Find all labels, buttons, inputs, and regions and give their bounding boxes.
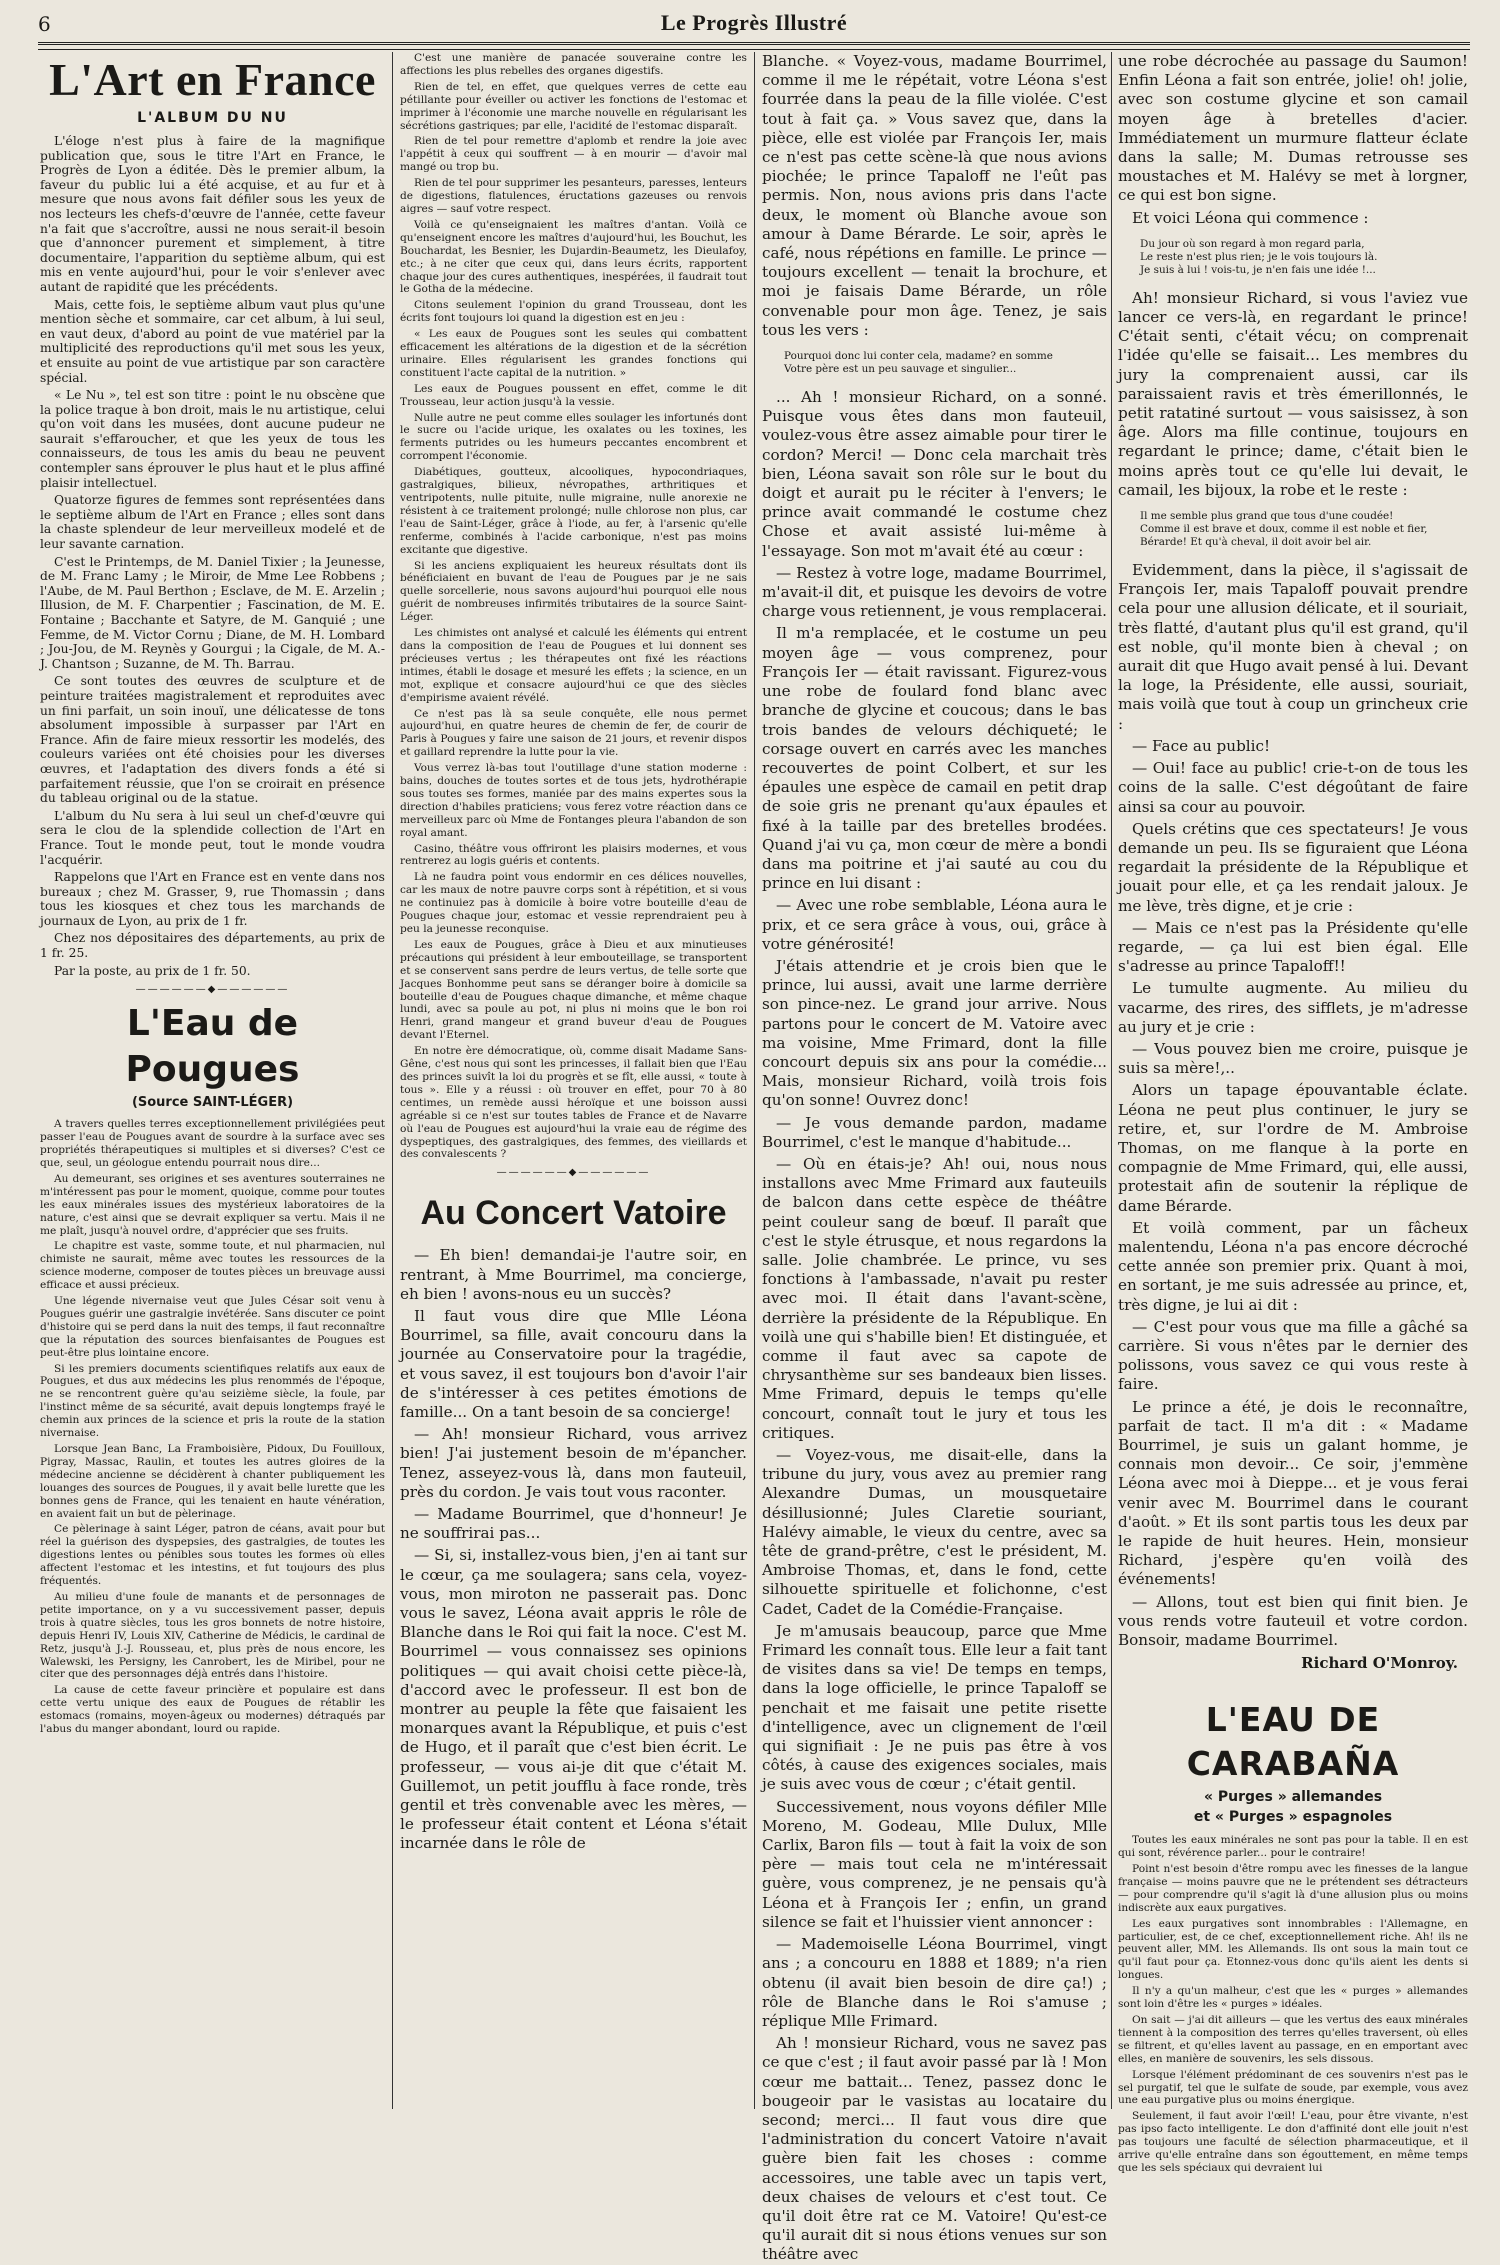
paragraph: Et voilà comment, par un fâcheux malentendu, Léona n'a pas encore décroché cette année son premier prix. Quant à moi, en sortant, je me suis adressée au prince, et, très digne, je lui ai dit : xyxy=(1118,1218,1468,1314)
paragraph: Le prince a été, je dois le reconnaître, parfait de tact. Il m'a dit : « Madame Bourrimel, je suis un galant homme, je connais mon devoir... Ce soir, j'emmène Léona avec moi à Dieppe... et je vous ferai venir avec M. Bourrimel dans le courant d'août. » Et ils sont partis tous les deux par le rapide de huit heures. Hein, monsieur Richard, j'espère qu'en voilà des événements! xyxy=(1118,1397,1468,1589)
paragraph: Lorsque Jean Banc, La Framboisière, Pidoux, Du Fouilloux, Pigray, Massac, Raulin, et toutes les autres gloires de la médecine ancienne se décidèrent à chanter publiquement les louanges des sources de Pougues, il y avait belle lurette que les bonnes gens de France, qui les tenaient en haute vénération, en avaient fait un but de pèlerinage. xyxy=(40,1443,385,1520)
carabana-title: L'EAU DE CARABAÑA xyxy=(1186,1700,1400,1784)
paragraph: « Le Nu », tel est son titre : point le nu obscène que la police traque à bon droit, mais le nu artistique, celui qu'on voit dans les musées, dont aucune pudeur ne saurait s'effaroucher, et que les yeux de tous les connaisseurs, de tous les amis du beau ne peuvent contempler sans éprouver le plus haut et le plus affiné plaisir intellectuel. xyxy=(40,388,385,490)
header-rule xyxy=(38,42,1470,50)
pougues-subtitle: (Source SAINT-LÉGER) xyxy=(131,1095,294,1111)
column-divider xyxy=(392,52,393,2109)
paragraph: — Mais ce n'est pas la Présidente qu'elle regarde, — ça lui est bien égal. Elle s'adresse au prince Tapaloff!! xyxy=(1118,918,1468,976)
paragraph: Ce n'est pas là sa seule conquête, elle nous permet aujourd'hui, en quatre heures de chemin de fer, de courir de Paris à Pougues y faire une saison de 21 jours, et revenir dispos et gaillard reprendre la lutte pour la vie. xyxy=(400,707,747,759)
art-body xyxy=(40,134,385,978)
paragraph: — Je vous demande pardon, madame Bourrimel, c'est le manque d'habitude... xyxy=(762,1113,1107,1151)
paragraph: Le chapitre est vaste, somme toute, et nul pharmacien, nul chimiste ne saurait, même avec toutes les ressources de la science moderne, composer de toutes pièces un breuvage aussi efficace et aussi précieux. xyxy=(40,1240,385,1292)
paragraph: J'étais attendrie et je crois bien que le prince, lui aussi, avait une larme derrière son pince-nez. Le grand jour arrive. Nous partons pour le concert de M. Vatoire avec ma voisine, Mme Frimard, dont la fille concourt depuis six ans pour la comédie... Mais, monsieur Richard, voilà trois fois qu'on sonne! Ouvrez donc! xyxy=(762,956,1107,1110)
carabana-subtitle-2: et « Purges » espagnoles xyxy=(1193,1809,1393,1826)
paragraph: — Oui! face au public! crie-t-on de tous les coins de la salle. C'est dégoûtant de faire ainsi sa cour au pouvoir. xyxy=(1118,759,1468,816)
verse-quote: Il me semble plus grand que tous d'une coudée! Comme il est brave et doux, comme il est noble et fier, Bérarde! Et qu'à cheval, il doit avoir bel air. xyxy=(1140,510,1428,549)
paragraph: Citons seulement l'opinion du grand Trousseau, dont les écrits font toujours loi quand la digestion est en jeu : xyxy=(400,299,747,325)
paragraph: Voilà ce qu'enseignaient les maîtres d'antan. Voilà ce qu'enseignent encore les maîtres d'aujourd'hui, les Bouchut, les Bouchardat, les Besnier, les Dujardin-Beaumetz, les Dieulafoy, etc.; à ne citer que ceux qui, dans leurs écrits, rapportent chaque jour des cures authentiques, inespérées, il faudrait tout le Gotha de la médecine. xyxy=(400,218,747,296)
paragraph: Il n'y a qu'un malheur, c'est que les « purges » allemandes sont loin d'être les « purges » idéales. xyxy=(1118,1985,1468,2011)
paragraph: — Vous pouvez bien me croire, puisque je suis sa mère!,.. xyxy=(1118,1039,1468,1078)
paragraph: — C'est pour vous que ma fille a gâché sa carrière. Si vous n'êtes par le dernier des polissons, vous savez ce qui vous reste à faire. xyxy=(1118,1317,1468,1394)
paragraph: C'est une manière de panacée souveraine contre les affections les plus rebelles des organes digestifs. xyxy=(400,52,747,77)
paragraph: Rien de tel, en effet, que quelques verres de cette eau pétillante pour éveiller ou activer les fonctions de l'estomac et imprimer à l'économie une marche nouvelle en régularisant les sécrétions gastriques; par elle, l'acidité de l'estomac disparaît. xyxy=(400,80,747,132)
paragraph: C'est le Printemps, de M. Daniel Tixier ; la Jeunesse, de M. Franc Lamy ; le Miroir, de Mme Lee Robbens ; l'Aube, de M. Paul Berthon ; Esclave, de M. E. Arzelin ; Illusion, de M. F. Charpentier ; Fascination, de M. E. Fontaine ; Bacchante et Satyre, de M. Ganquié ; une Femme, de M. Victor Cornu ; Diane, de M. H. Lombard ; Jou-Jou, de M. Reynès y Gourgui ; la Cigale, de M. A.-J. Chantson ; Suzanne, de M. Th. Barrau. xyxy=(40,554,385,671)
paragraph: Rappelons que l'Art en France est en vente dans nos bureaux ; chez M. Grasser, 9, rue Thomassin ; dans tous les kiosques et chez tous les marchands de journaux de Lyon, au prix de 1 fr. xyxy=(40,870,385,928)
paragraph: Il m'a remplacée, et le costume un peu moyen âge — vous comprenez, pour François Ier — était ravissant. Figurez-vous une robe de foulard fond blanc avec branche de glycine et coucous; dans le bas trois bandes de velours déchiqueté; le corsage ouvert en carrés avec les manches recouvertes de point Colbert, et sur les épaules une espèce de camail en petit drap de soie gris ne prenant qu'aux épaules et fixé à la taille par des bretelles brodées. Quand j'ai vu ça, mon cœur de mère a bondi dans ma poitrine et j'ai sauté au cou du prince en lui disant : xyxy=(762,624,1107,893)
carabana-body xyxy=(1118,1834,1468,2175)
paragraph: Au demeurant, ses origines et ses aventures souterraines ne m'intéressent pas pour le moment, quoique, comme pour toutes les eaux minérales issues des mystérieux laboratoires de la nature, c'est ainsi que se devrait expliquer sa vertu. Mais il ne me plaît, jusqu'à nouvel ordre, d'apprécier que ses fruits. xyxy=(40,1172,385,1237)
paragraph: — Ah! monsieur Richard, vous arrivez bien! J'ai justement besoin de m'épancher. Tenez, asseyez-vous là, dans mon fauteuil, près du cordon. Je vais tout vous raconter. xyxy=(400,1425,747,1501)
paragraph: — Restez à votre loge, madame Bourrimel, m'avait-il dit, et puisque les devoirs de votre charge vous retiennent, je vous remplacerai. xyxy=(762,563,1107,621)
paragraph: Evidemment, dans la pièce, il s'agissait de François Ier, mais Tapaloff pouvait prendre cela pour une allusion délicate, et il souriait, très flatté, d'autant plus qu'il est grand, qu'il est noble, qu'il monte bien à cheval ; on aurait dit que Hugo avait pensé à lui. Devant la loge, la Présidente, elle aussi, souriait, mais voilà que tout à coup un grincheux crie : xyxy=(1118,561,1468,733)
paragraph: une robe décrochée au passage du Saumon! Enfin Léona a fait son entrée, jolie! oh! jolie, avec son costume glycine et son camail moyen âge à bretelles d'acier. Immédiatement un murmure flatteur éclate dans la salle; M. Dumas retrousse ses moustaches et M. Halévy se met à lorgner, ce qui est bon signe. xyxy=(1118,52,1468,205)
page-header xyxy=(38,6,1470,40)
paragraph: On sait — j'ai dit ailleurs — que les vertus des eaux minérales tiennent à la composition des terres qu'elles traversent, où elles se filtrent, et qu'elles lavent au passage, en en emportant avec elles, en manière de souvenirs, les sels dissous. xyxy=(1118,2014,1468,2065)
paragraph: — Si, si, installez-vous bien, j'en ai tant sur le cœur, ça me soulagera; sans cela, voyez-vous, mon miroton ne passerait pas. Donc vous le savez, Léona avait appris le rôle de Blanche dans le Roi qui fait la noce. C'est M. Bourrimel — vous connaissez ses opinions politiques — qui avait choisi cette pièce-là, d'accord avec le professeur. Il est bon de montrer au peuple la fête que faisaient les monarques avant la République, et puis c'est de Hugo, et il paraît que c'est bien écrit. Le professeur, — vous ai-je dit que c'était M. Guillemot, un petit joufflu à face ronde, très gentil et très convenable avec les mères, — le professeur était content et Léona s'était incarnée dans le rôle de xyxy=(400,1546,747,1853)
paragraph: Point n'est besoin d'être rompu avec les finesses de la langue française — moins pauvre que ne le prétendent ses détracteurs — pour comprendre qu'il s'agit là d'une allusion plus ou moins indiscrète aux eaux purgatives. xyxy=(1118,1863,1468,1914)
paragraph: Une légende nivernaise veut que Jules César soit venu à Pougues guérir une gastralgie invétérée. Sans discuter ce point d'histoire qui se perd dans la nuit des temps, il faut reconnaître que la réputation des sources bienfaisantes de Pougues est peut-être plus lointaine encore. xyxy=(40,1295,385,1359)
paragraph: Rien de tel pour remettre d'aplomb et rendre la joie avec l'appétit à ceux qui souffrent — à en mourir — d'avoir mal mangé ou trop bu. xyxy=(400,135,747,174)
column-1 xyxy=(40,52,385,2111)
paragraph: Au milieu d'une foule de manants et de personnages de petite importance, on y a vu successivement passer, depuis trois à quatre siècles, tous les gros bonnets de notre histoire, depuis Henri IV, Louis XIV, Catherine de Médicis, le cardinal de Retz, jusqu'à J.-J. Rousseau, et, plus près de nous encore, les Walewski, les Persigny, les Canrobert, les de Miribel, pour ne citer que des personnages déjà entrés dans l'histoire. xyxy=(40,1590,385,1681)
column-4 xyxy=(1118,52,1468,2174)
paragraph: Mais, cette fois, le septième album vaut plus qu'une mention sèche et sommaire, car cet album, à lui seul, en vaut deux, d'abord au point de vue matériel par la multiplicité des reproductions qu'il met sous les yeux, et ensuite au point de vue artistique par son caractère spécial. xyxy=(40,297,385,385)
paragraph: Je m'amusais beaucoup, parce que Mme Frimard les connaît tous. Elle leur a fait tant de visites dans sa vie! De temps en temps, dans la loge officielle, le prince Tapaloff se penchait et me faisait une petite risette d'intelligence, avec un clignement de l'œil qui signifiait : Je ne puis pas être à vos côtés, à cause des exigences sociales, mais je suis avec vous de cœur ; c'était gentil. xyxy=(762,1621,1107,1794)
paragraph: A travers quelles terres exceptionnellement privilégiées peut passer l'eau de Pougues avant de sourdre à la surface avec ses propriétés thérapeutiques si multiples et si diverses? C'est ce que, seul, un géologue entendu pourrait nous dire... xyxy=(40,1118,385,1169)
column-2 xyxy=(400,52,747,2111)
carabana-subtitle-1: « Purges » allemandes xyxy=(1203,1789,1383,1806)
journal-title: Le Progrès Illustré xyxy=(660,10,848,35)
separator-ornament: ——————◆—————— xyxy=(135,984,290,996)
paragraph: Il faut vous dire que Mlle Léona Bourrimel, sa fille, avait concouru dans la journée au Conservatoire pour la tragédie, et vous savez, il est toujours bon d'avoir l'air de s'intéresser à ces petites émotions de famille... On a tant besoin de sa concierge! xyxy=(400,1306,747,1421)
paragraph: Lorsque l'élément prédominant de ces souvenirs n'est pas le sel purgatif, tel que le sulfate de soude, par exemple, vous avez une eau purgative plus ou moins énergique. xyxy=(1118,2068,1468,2107)
paragraph: Par la poste, au prix de 1 fr. 50. xyxy=(54,963,251,978)
pougues-title: L'Eau de Pougues xyxy=(125,1003,300,1091)
paragraph: Toutes les eaux minérales ne sont pas pour la table. Il en est qui sont, révérence parler... pour le contraire! xyxy=(1118,1834,1468,1860)
paragraph: — Où en étais-je? Ah! oui, nous nous installons avec Mme Frimard aux fauteuils de balcon dans cette espèce de théâtre peint couleur sang de bœuf. Il paraît que c'est le style étrusque, et nous regardons la salle. Jolie chambrée. Le prince, vu ses fonctions à l'ambassade, n'avait pu rester avec moi. Il était dans l'avant-scène, derrière la présidente de la République. En voilà une qui s'habille bien! Et distinguée, et comme il faut avec sa capote de chrysanthème sur ses bandeaux bien lisses. Mme Frimard, depuis le temps qu'elle concourt, connaît tout le jury et tous les critiques. xyxy=(762,1154,1107,1442)
paragraph: Diabétiques, goutteux, alcooliques, hypocondriaques, gastralgiques, bilieux, névropathes, arthritiques et ventripotents, nulle pituite, nulle migraine, nulle anorexie ne résistent à ce traitement prolongé; nulle chlorose non plus, car l'eau de Saint-Léger, grâce à l'iode, au fer, à l'arsenic qu'elle renferme, combinés à l'acide carbonique, n'est pas moins excitante que digestive. xyxy=(400,466,747,556)
paragraph: — Avec une robe semblable, Léona aura le prix, et ce sera grâce à vous, oui, grâce à votre générosité! xyxy=(762,896,1107,953)
verse-quote: Pourquoi donc lui conter cela, madame? en somme Votre père est un peu sauvage et singulier... xyxy=(784,350,1053,376)
separator-ornament: ——————◆—————— xyxy=(496,1167,651,1179)
paragraph: L'éloge n'est plus à faire de la magnifique publication que, sous le titre l'Art en France, le Progrès de Lyon a éditée. Dès le premier album, la faveur du public lui a été acquise, et au fur et à mesure que nous avons fait défiler sous les yeux de nos lecteurs les chefs-d'œuvre de l'année, cette faveur n'a fait que s'accroître, aussi ne nous serait-il besoin que d'annoncer purement et simplement, à titre documentaire, l'apparition du septième album, qui est mis en vente aujourd'hui, pour le voir s'enlever avec autant de rapidité que les précédents. xyxy=(40,134,385,294)
paragraph: Quels crétins que ces spectateurs! Je vous demande un peu. Ils se figuraient que Léona regardait la présidente de la République et jouait pour elle, et ça les rendait jaloux. Je me lève, très digne, et je crie : xyxy=(1118,819,1468,915)
paragraph: Le tumulte augmente. Au milieu du vacarme, des rires, des sifflets, je m'adresse au jury et je crie : xyxy=(1118,979,1468,1036)
paragraph: Et voici Léona qui commence : xyxy=(1132,208,1369,227)
column-divider xyxy=(754,52,755,2109)
art-subtitle: L'ALBUM DU NU xyxy=(137,110,288,126)
paragraph: Ce pèlerinage à saint Léger, patron de céans, avait pour but réel la guérison des dyspepsies, des gastralgies, de toutes les digestions lentes ou pénibles sous toutes les formes où elles affectent l'estomac et les intestins, et fut toujours des plus fréquentés. xyxy=(40,1523,385,1588)
paragraph: Les eaux de Pougues, grâce à Dieu et aux minutieuses précautions qui président à leur embouteillage, se transportent et se conservent sans perdre de leurs vertus, de telle sorte que Jacques Bonhomme peut sans se déranger boire à domicile sa bouteille d'eau de Pougues chaque dimanche, et même chaque lundi, avec sa poule au pot, ni plus ni moins que le bon roi Henri, grand mangeur et grand buveur d'eau de Pougues devant l'Eternel. xyxy=(400,938,747,1042)
paragraph: Nulle autre ne peut comme elles soulager les infortunés dont le sucre ou l'acide urique, les oxalates ou les toxines, les ferments putrides ou les humeurs peccantes encombrent et corrompent l'économie. xyxy=(400,411,747,463)
paragraph: Les eaux de Pougues poussent en effet, comme le dit Trousseau, leur action jusqu'à la vessie. xyxy=(400,382,747,408)
concert-body-col3 xyxy=(762,52,1107,2265)
concert-title: Au Concert Vatoire xyxy=(420,1194,727,1233)
concert-body-col4 xyxy=(1118,52,1468,1650)
column-divider xyxy=(1111,52,1112,2109)
paragraph: Successivement, nous voyons défiler Mlle Moreno, M. Godeau, Mlle Dulux, Mlle Carlix, Baron fils — tout à fait la voix de son père — mais tout cela ne m'intéressait guère, vous comprenez, je ne pensais qu'à Léona et à François Ier ; enfin, un grand silence se fait et l'huissier vient annoncer : xyxy=(762,1797,1107,1931)
paragraph: — Madame Bourrimel, que d'honneur! Je ne souffrirai pas... xyxy=(400,1504,747,1543)
paragraph: Si les anciens expliquaient les heureux résultats dont ils bénéficiaient en buvant de l'eau de Pougues par je ne sais quelle sorcellerie, nous savons aujourd'hui pourquoi elle nous guérit de nombreuses infirmités tributaires de la source Saint-Léger. xyxy=(400,559,747,624)
paragraph: — Face au public! xyxy=(1132,736,1271,755)
paragraph: Les chimistes ont analysé et calculé les éléments qui entrent dans la composition de l'eau de Pougues et lui donnent ses précieuses vertus ; les thérapeutes ont fixé les réactions intimes, établi le dosage et mesuré les effets ; la science, en un mot, explique et consacre aujourd'hui ce que des siècles d'empirisme avaient révélé. xyxy=(400,627,747,704)
paragraph: Là ne faudra point vous endormir en ces délices nouvelles, car les maux de notre pauvre corps sont à répétition, et si vous ne continuiez pas à domicile à boire votre bouteille d'eau de Pougues chaque jour, estomac et vessie reprendraient peu à peu la jeunesse reconquise. xyxy=(400,871,747,935)
paragraph: Blanche. « Voyez-vous, madame Bourrimel, comme il me le répétait, votre Léona s'est fourrée dans la peau de la fille violée. C'est tout à fait ça. » Vous savez que, dans la pièce, elle est violée par François Ier, mais ce n'est pas cette scène-là que nous avions piochée; le prince Tapaloff ne l'eût pas permis. Non, nous avions pris dans l'acte deux, le moment où Blanche avoue son amour à Dame Bérarde. Le soir, après le café, nous répétions en famille. Le prince — toujours excellent — tenait la brochure, et moi je faisais Dame Bérarde, un rôle convenable pour mon âge. Tenez, je sais tous les vers : xyxy=(762,52,1107,339)
pougues-body xyxy=(40,1118,385,1736)
paragraph: La cause de cette faveur princière et populaire est dans cette vertu unique des eaux de Pougues de rétablir les estomacs (romains, moyen-âgeux ou modernes) détraqués par l'abus du manger abondant, lourd ou rapide. xyxy=(40,1684,385,1736)
concert-body-col2 xyxy=(400,1246,747,1853)
paragraph: Vous verrez là-bas tout l'outillage d'une station moderne : bains, douches de toutes sortes et de tous jets, hydrothérapie sous toutes ses formes, maniée par des mains expertes sous la direction d'habiles praticiens; vous ferez votre réaction dans ce merveilleux parc où Mme de Fontanges pleura l'abandon de son royal amant. xyxy=(400,762,747,839)
paragraph: Alors un tapage épouvantable éclate. Léona ne peut plus continuer, le jury se retire, et, sur l'ordre de M. Ambroise Thomas, on me flanque à la porte en compagnie de Mme Frimard, qui, elle aussi, protestait afin de soutenir la réplique de dame Bérarde. xyxy=(1118,1081,1468,1215)
paragraph: Ah ! monsieur Richard, vous ne savez pas ce que c'est ; il faut avoir passé par là ! Mon cœur me battait... Tenez, passez donc le bougeoir par le vasistas au locataire du second; merci... Il faut vous dire que l'administration du concert Vatoire n'avait guère bien fait les choses : comme accessoires, une table avec un tapis vert, deux chaises de velours et c'est tout. Ce qu'il doit être rat ce M. Vatoire! Qu'est-ce qu'il aurait dit si nous étions venues sur son théâtre avec xyxy=(762,2034,1107,2264)
paragraph: Casino, théâtre vous offriront les plaisirs modernes, et vous rentrerez au logis guéris et contents. xyxy=(400,842,747,868)
paragraph: ... Ah ! monsieur Richard, on a sonné. Puisque vous êtes dans mon fauteuil, voulez-vous être assez aimable pour tirer le cordon? Merci! — Donc cela marchait très bien, Léona savait son rôle sur le bout du doigt et aurait pu le réciter à l'envers; le prince avait commandé le costume chez Chose et avait assisté lui-même à l'essayage. Son mot m'avait été au cœur : xyxy=(762,388,1107,560)
paragraph: Ce sont toutes des œuvres de sculpture et de peinture traitées magistralement et reproduites avec un fini parfait, un soin inouï, une délicatesse de tons absolument impossible à surpasser par l'Art en France. Afin de faire mieux ressortir les modelés, des couleurs variées ont été choisies pour les diverses œuvres, et l'adaptation des divers fonds a été si parfaitement réussie, que l'on se croirait en présence du tableau original ou de la statue. xyxy=(40,674,385,806)
paragraph: Si les premiers documents scientifiques relatifs aux eaux de Pougues, et dus aux médecins les plus renommés de l'époque, ne se rencontrent guère qu'au seizième siècle, la foule, par l'instinct même de sa sécurité, avait depuis longtemps frayé le chemin aux princes de la science et pris la route de la station nivernaise. xyxy=(40,1362,385,1440)
paragraph: — Voyez-vous, me disait-elle, dans la tribune du jury, vous avez au premier rang Alexandre Dumas, un mousquetaire désillusionné; Jules Claretie souriant, Halévy aimable, le vieux du centre, avec sa tête de grand-prêtre, c'est le président, M. Ambroise Thomas, et, dans le fond, cette silhouette spirituelle et folichonne, c'est Cadet, Cadet de la Comédie-Française. xyxy=(762,1446,1107,1618)
column-3 xyxy=(762,52,1107,2264)
author-signature: Richard O'Monroy. xyxy=(1301,1654,1458,1673)
paragraph: — Eh bien! demandai-je l'autre soir, en rentrant, à Mme Bourrimel, ma concierge, eh bien ! avons-nous eu un succès? xyxy=(400,1246,747,1303)
verse-quote: Du jour où son regard à mon regard parla, Le reste n'est plus rien; je le vois toujours là. Je suis à lui ! vois-tu, je n'en fais une idée !... xyxy=(1140,237,1378,276)
paragraph: — Mademoiselle Léona Bourrimel, vingt ans ; a concouru en 1888 et 1889; n'a rien obtenu (il avait bien besoin de dire ça!) ; rôle de Blanche dans le Roi s'amuse ; réplique Mlle Frimard. xyxy=(762,1935,1107,2030)
paragraph: « Les eaux de Pougues sont les seules qui combattent efficacement les altérations de la digestion et de la sécrétion urinaire. Elles régularisent les grandes fonctions qui constituent l'acte capital de la nutrition. » xyxy=(400,328,747,379)
paragraph: Chez nos dépositaires des départements, au prix de 1 fr. 25. xyxy=(40,931,385,961)
paragraph: — Allons, tout est bien qui finit bien. Je vous rends votre fauteuil et votre cordon. Bonsoir, madame Bourrimel. xyxy=(1118,1592,1468,1650)
paragraph: Rien de tel pour supprimer les pesanteurs, paresses, lenteurs de digestions, flatulences, éructations gazeuses ou renvois aigres — sauf votre respect. xyxy=(400,177,747,215)
art-title: L'Art en France xyxy=(49,54,376,105)
paragraph: L'album du Nu sera à lui seul un chef-d'œuvre qui sera le clou de la splendide collection de l'Art en France. Tout le monde peut, tout le monde voudra l'acquérir. xyxy=(40,808,385,867)
paragraph: Quatorze figures de femmes sont représentées dans le septième album de l'Art en France ; elles sont dans la chaste splendeur de leur merveilleux modelé et de leur savante carnation. xyxy=(40,493,385,552)
paragraph: Les eaux purgatives sont innombrables : l'Allemagne, en particulier, est, de ce chef, exceptionnellement riche. Ah! ils ne peuvent aller, MM. les Allemands. Ils ont sous la main tout ce qu'il faut pour ça. Etonnez-vous donc qu'ils aient les dents si longues. xyxy=(1118,1917,1468,1982)
pougues-continuation xyxy=(400,52,747,1161)
paragraph: Seulement, il faut avoir l'œil! L'eau, pour être vivante, n'est pas ipso facto intelligente. Le don d'affinité dont elle jouit n'est pas toujours une faculté de sélection pharmaceutique, et il arrive qu'elle entraîne dans son égouttement, en même temps que les sels spéciaux qui devraient lui xyxy=(1118,2110,1468,2174)
page-number: 6 xyxy=(38,12,51,36)
paragraph: En notre ère démocratique, où, comme disait Madame Sans-Gêne, c'est nous qui sont les princesses, il fallait bien que l'Eau des princes suivît la loi du progrès et se fît, elle aussi, « toute à tous ». Elle y a réussi : où trouver en effet, pour 70 à 80 centimes, un remède aussi héroïque et une boisson aussi agréable si ce n'est sur toutes tables de France et de Navarre où l'eau de Pougues est aujourd'hui la vraie eau de régime des dyspeptiques, des gastralgiques, des femmes, des vieillards et des convalescents ? xyxy=(400,1045,747,1161)
paragraph: Ah! monsieur Richard, si vous l'aviez vue lancer ce vers-là, en regardant le prince! C'était senti, c'était vécu; on comprenait l'idée qu'elle se faisait... Les membres du jury la comprenaient aussi, car ils paraissaient ravis et très émerillonnés, le petit ratatiné surtout — vous saisissez, à son âge. Alors ma fille continue, toujours en regardant le prince; dame, c'était bien le moins après tout ce qu'elle lui devait, le camail, les bijoux, la robe et le reste : xyxy=(1118,288,1468,499)
